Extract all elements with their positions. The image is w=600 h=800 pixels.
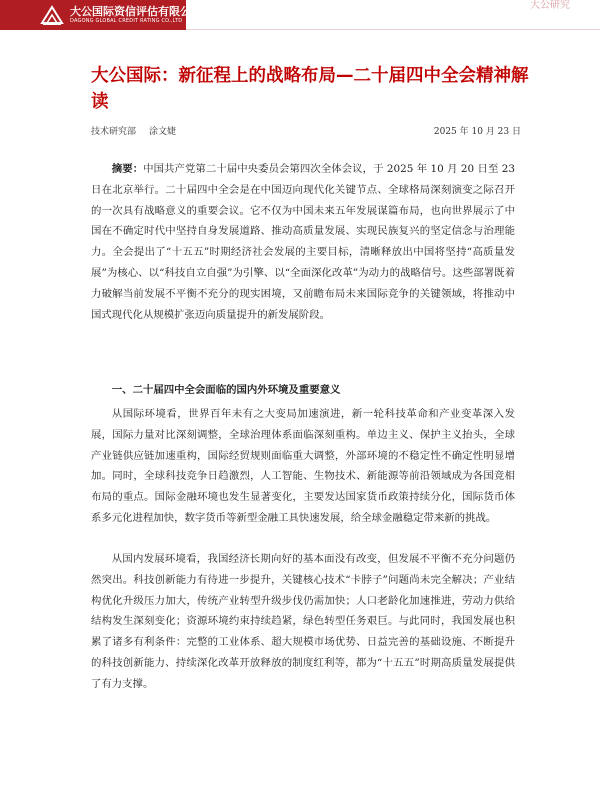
section-1-heading: 一、二十届四中全会面临的国内外环境及重要意义 [111,384,341,396]
body-paragraph-2: 从国内发展环境看，我国经济长期向好的基本面没有改变，但发展不平衡不充分问题仍然突出。科技创新能力有待进一步提升，关键核心技术“卡脖子”问题尚未完全解决；产业结构优化升级压力加大，传统产业转型升级步伐仍需加快；人口老龄化加速推进，劳动力供给结构发生深刻变化；资源环境约束持续趋紧，绿色转型任务艰巨。与此同时，我国发展也积累了诸多有利条件：完整的工业体系、超大规模市场优势、日益完善的基础设施、不断提升的科技创新能力、持续深化改革开放释放的制度红利等，都为“十五五”时期高质量发展提供了有力支撑。 [91,553,515,690]
header-divider [186,29,600,30]
department-label: 技术研究部 [91,127,137,137]
header-section-label: 大公研究 [530,0,570,11]
org-name-en: DAGONG GLOBAL CREDIT RATING CO.,LTD [70,18,183,24]
company-logo-icon [40,3,64,27]
author-name: 涂文婕 [149,127,177,137]
org-name-cn: 大公国际资信评估有限公司 [70,5,202,18]
abstract-paragraph [91,159,515,325]
page-header [0,0,600,30]
document-title: 大公国际：新征程上的战略布局—二十届四中全会精神解读 [91,66,529,112]
header-brand-bar [0,0,202,30]
company-logo [40,3,202,27]
publish-date: 2025 年 10 月 23 日 [433,127,521,137]
body-paragraph-1: 从国际环境看，世界百年未有之大变局加速演进，新一轮科技革命和产业变革深入发展，国际力量对比深刻调整，全球治理体系面临深刻重构。单边主义、保护主义抬头，全球产业链供应链加速重构，国际经贸规则面临重大调整，外部环境的不稳定性不确定性明显增加。同时，全球科技竞争日趋激烈，人工智能、生物技术、新能源等前沿领域成为各国竞相布局的重点。国际金融环境也发生显著变化，主要发达国家货币政策持续分化，国际货币体系多元化进程加快，数字货币等新型金融工具快速发展，给全球金融稳定带来新的挑战。 [91,408,515,524]
document-meta [91,124,521,138]
abstract-text: 中国共产党第二十届中央委员会第四次全体会议，于 2025 年 10 月 20 日至 23 日在北京举行。二十届四中全会是在中国迈向现代化关键节点、全球格局深刻演变之际召开的一次具有战略意义的重要会议。它不仅为中国未来五年发展谋篇布局，也向世界展示了中国在不确定时代中坚持自身发展道路、推动高质量发展、实现民族复兴的坚定信念与治理能力。全会提出了“十五五”时期经济社会发展的主要目标，清晰释放出中国将坚持“高质量发展”为核心、以“科技自立自强”为引擎、以“全面深化改革”为动力的战略信号。这些部署既着力破解当前发展不平衡不充分的现实困境，又前瞻布局未来国际竞争的关键领域，将推动中国式现代化从规模扩张迈向质量提升的新发展阶段。 [91,163,515,321]
abstract-label: 摘要： [111,163,144,175]
